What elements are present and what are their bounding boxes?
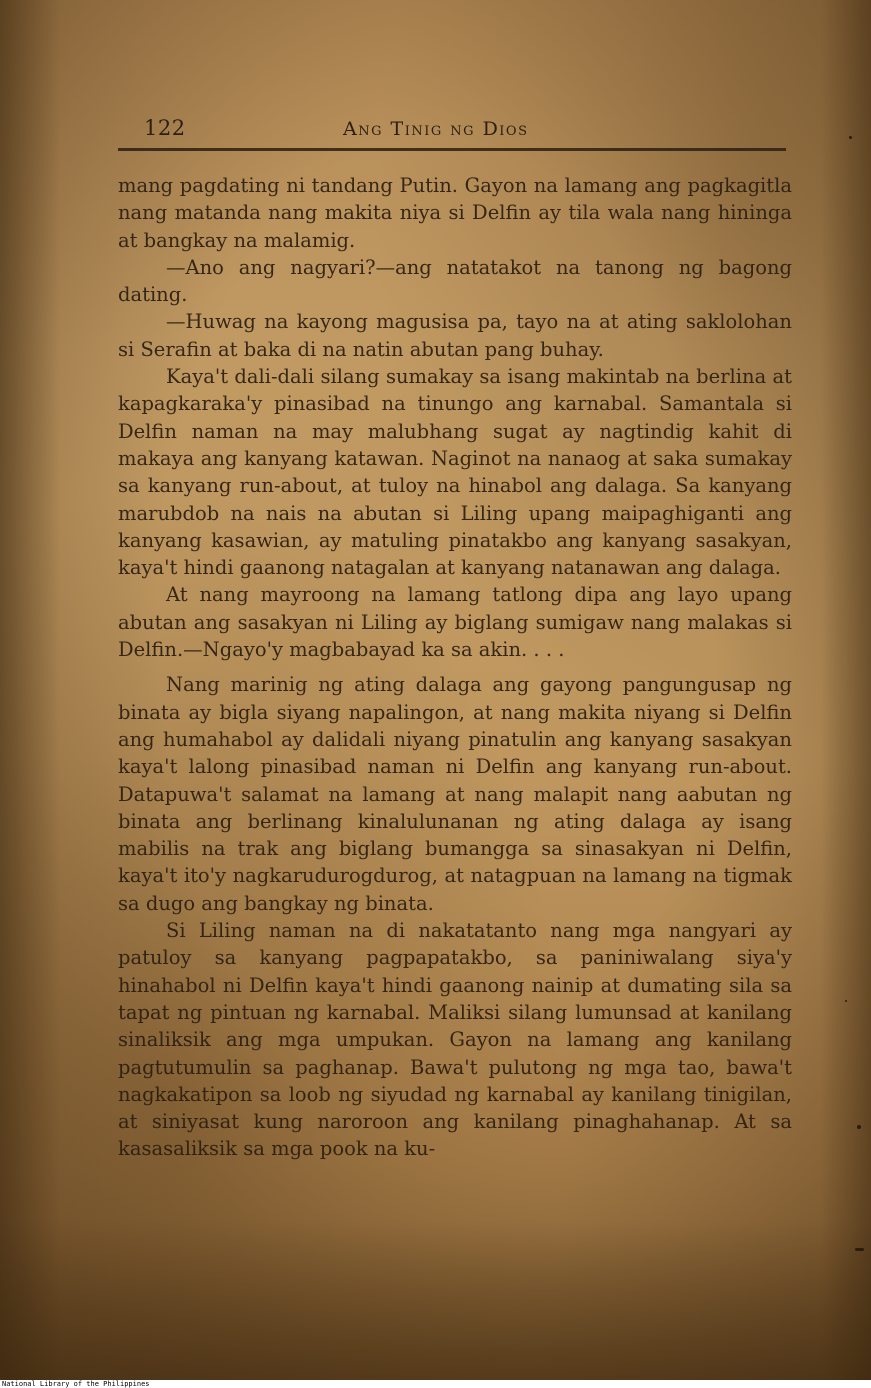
page-shadow-left: [0, 0, 60, 1380]
header-rule: [118, 148, 786, 151]
paragraph: At nang mayroong na lamang tatlong dipa ang layo upang abutan ang sasakyan ni Liling ay biglang sumigaw nang malakas si Delfin.—Ngayo'y magbabayad ka sa akin. . . .: [118, 583, 792, 662]
ink-speck: [849, 136, 852, 139]
page-number: 122: [144, 116, 186, 140]
ink-speck: [855, 1248, 864, 1251]
page-shadow-right: [821, 0, 871, 1380]
running-title: Ang Tinig ng Dios: [343, 118, 529, 140]
paragraph: Nang marinig ng ating dalaga ang gayong pangungusap ng binata ay bigla siyang napalingon, at nang makita niyang si Delfin ang humahabol ay dalidali niyang pinatulin ang kanyang sasakyan kaya't lalong pinasibad naman ni Delfin ang kanyang run-about. Datapuwa't salamat na lamang at nang malapit nang aabutan ng binata ang berlinang kinalulunanan ng ating dalaga ay isang mabilis na trak ang biglang bumangga sa sinasakyan ni Delfin, kaya't ito'y nagkarudurogdurog, at natagpuan na lamang na tigmak sa dugo ang bangkay ng binata.: [118, 673, 792, 915]
ink-speck: [857, 1125, 861, 1129]
paragraph: —Ano ang nagyari?—ang natatakot na tanong ng bagong dating.: [118, 255, 792, 307]
library-credit: National Library of the Philippines: [2, 1380, 150, 1388]
paragraph: Si Liling naman na di nakatatanto nang mga nangyari ay patuloy sa kanyang pagpapatakbo, sa paniniwalang siya'y hinahabol ni Delfin kaya't hindi gaanong nainip at dumating sila sa tapat ng pintuan ng karnabal. Maliksi silang lumunsad at kanilang sinaliksik ang mga umpukan. Gayon na lamang ang kanilang pagtutumulin sa paghanap. Bawa't pulutong ng mga tao, bawa't nagkakatipon sa loob ng siyudad ng karnabal ay kanilang tinigilan, at siniyasat kung naroroon ang kanilang pinaghahanap. At sa kasasaliksik sa mga pook na ku-: [118, 919, 792, 1161]
paragraph: mang pagdating ni tandang Putin. Gayon na lamang ang pagkagitla nang matanda nang makita niya si Delfin ay tila wala nang hininga at bangkay na malamig.: [118, 174, 792, 252]
page-shadow-bottom: [0, 1220, 871, 1380]
body-text: [118, 172, 792, 1163]
ink-speck: [845, 1000, 847, 1002]
page-header: [118, 112, 786, 148]
paragraph: Kaya't dali-dali silang sumakay sa isang makintab na berlina at kapagkaraka'y pinasibad na tinungo ang karnabal. Samantala si Delfin naman na may malubhang sugat ay nagtindig kahit di makaya ang kanyang katawan. Naginot na nanaog at saka sumakay sa kanyang run-about, at tuloy na hinabol ang dalaga. Sa kanyang marubdob na nais na abutan si Liling upang maipaghiganti ang kanyang kasawian, ay matuling pinatakbo ang kanyang sasakyan, kaya't hindi gaanong natagalan at kanyang natanawan ang dalaga.: [118, 365, 792, 580]
paragraph: —Huwag na kayong magusisa pa, tayo na at ating saklolohan si Serafin at baka di na natin abutan pang buhay.: [118, 310, 792, 361]
